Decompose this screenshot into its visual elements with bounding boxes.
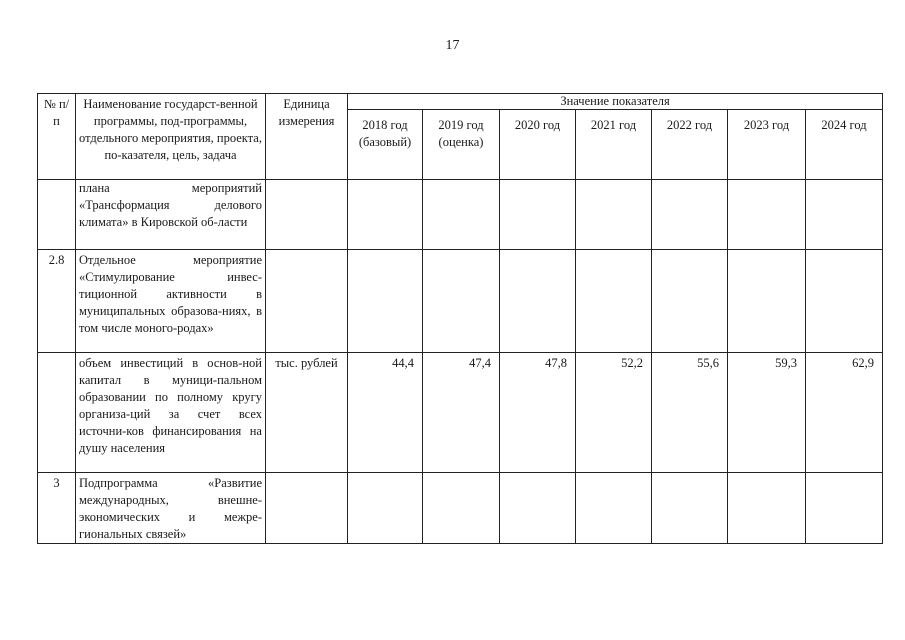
row-value xyxy=(500,473,576,544)
row-value xyxy=(806,180,883,250)
row-value: 47,8 xyxy=(500,353,576,473)
row-value: 55,6 xyxy=(652,353,728,473)
row-value xyxy=(728,180,806,250)
row-value xyxy=(423,473,500,544)
row-value xyxy=(576,180,652,250)
header-year-2024: 2024 год xyxy=(806,110,883,180)
row-value xyxy=(423,180,500,250)
header-year-2019: 2019 год (оценка) xyxy=(423,110,500,180)
row-unit xyxy=(266,250,348,353)
row-value xyxy=(652,473,728,544)
row-unit: тыс. рублей xyxy=(266,353,348,473)
header-year-2021: 2021 год xyxy=(576,110,652,180)
row-value: 44,4 xyxy=(348,353,423,473)
table-row xyxy=(38,353,883,473)
row-value xyxy=(500,250,576,353)
row-name: Подпрограмма «Развитие международных, внешне-экономических и межре-гиональных связей» xyxy=(76,473,266,544)
header-col-unit: Единица измерения xyxy=(266,94,348,180)
header-year-2020: 2020 год xyxy=(500,110,576,180)
header-year-2023: 2023 год xyxy=(728,110,806,180)
row-name: Отдельное мероприятие «Стимулирование инвес-тиционной активности в муниципальных образова-ниях, в том числе моного-родах» xyxy=(76,250,266,353)
row-value xyxy=(500,180,576,250)
header-col-name: Наименование государст-венной программы, под-программы, отдельного мероприятия, проекта, по-казателя, цель, задача xyxy=(76,94,266,180)
header-row-1 xyxy=(38,94,883,110)
page-number: 17 xyxy=(445,38,460,53)
row-value xyxy=(728,250,806,353)
row-value xyxy=(423,250,500,353)
header-col-no: № п/п xyxy=(38,94,76,180)
table-row xyxy=(38,180,883,250)
row-name: плана мероприятий «Трансформация делового климата» в Кировской об-ласти xyxy=(76,180,266,250)
row-value xyxy=(576,250,652,353)
row-value xyxy=(652,180,728,250)
header-year-2018: 2018 год (базовый) xyxy=(348,110,423,180)
row-name: объем инвестиций в основ-ной капитал в муници-пальном образовании по полному кругу организа-ций за счет всех источни-ков финансирования на душу населения xyxy=(76,353,266,473)
row-number: 2.8 xyxy=(38,250,76,353)
indicators-table xyxy=(37,93,883,544)
row-value xyxy=(728,473,806,544)
row-unit xyxy=(266,473,348,544)
row-value xyxy=(576,473,652,544)
row-number xyxy=(38,353,76,473)
row-value xyxy=(348,473,423,544)
row-value xyxy=(652,250,728,353)
row-number: 3 xyxy=(38,473,76,544)
row-value xyxy=(348,250,423,353)
row-value xyxy=(806,473,883,544)
row-value: 52,2 xyxy=(576,353,652,473)
header-year-2022: 2022 год xyxy=(652,110,728,180)
table-row xyxy=(38,473,883,544)
row-value: 59,3 xyxy=(728,353,806,473)
row-value xyxy=(348,180,423,250)
row-unit xyxy=(266,180,348,250)
row-value: 47,4 xyxy=(423,353,500,473)
table-row xyxy=(38,250,883,353)
header-value-group: Значение показателя xyxy=(348,94,883,110)
row-number xyxy=(38,180,76,250)
row-value xyxy=(806,250,883,353)
row-value: 62,9 xyxy=(806,353,883,473)
